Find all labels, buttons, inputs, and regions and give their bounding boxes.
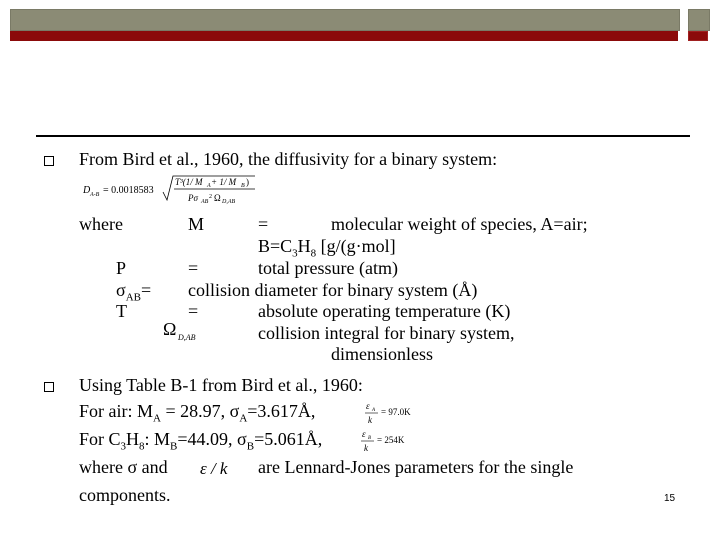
bullet2-air-line: For air: $M_A = 28.97$, $\sigma_A=3.617Å$, xyxy=(79,401,316,425)
def-text-omega: collision integral for binary system, xyxy=(258,323,515,343)
banner-block-right xyxy=(688,9,710,31)
diffusivity-equation xyxy=(83,172,263,206)
title-banner xyxy=(0,0,720,40)
def-eq-M: = xyxy=(258,214,269,234)
banner-stripe-left xyxy=(10,31,678,41)
banner-block-left xyxy=(10,9,680,31)
bullet2-components: components. xyxy=(79,485,171,505)
svg-text:A: A xyxy=(207,183,211,189)
page-number: 15 xyxy=(664,493,676,504)
def-eq-P: = xyxy=(188,258,199,278)
svg-text:T³(1/ M: T³(1/ M xyxy=(175,177,203,187)
def-symbol-T: T xyxy=(116,301,127,321)
svg-text:AB: AB xyxy=(201,199,209,205)
svg-text:A-B: A-B xyxy=(90,192,100,198)
svg-text:): ) xyxy=(246,177,249,187)
propane-epsilon-k xyxy=(358,426,418,454)
def-symbol-P: P xyxy=(116,258,127,278)
epsilon-over-k: ε / k xyxy=(200,459,228,478)
svg-text:= 97.0K: = 97.0K xyxy=(381,407,411,417)
where-label: where xyxy=(79,214,123,234)
svg-text:+ 1/ M: + 1/ M xyxy=(211,177,237,187)
def-eq-T: = xyxy=(188,301,199,321)
def-text-M: molecular weight of species, A=air; xyxy=(331,214,588,234)
bullet1-intro: From Bird et al., 1960, the diffusivity for a binary system: xyxy=(79,149,498,169)
svg-text:B: B xyxy=(241,183,245,189)
bullet2-propane-line: For $C_3H_8$: $M_B=44.09$, $\sigma_B=5.061Å$, xyxy=(79,429,323,453)
svg-text:= 0.0018583: = 0.0018583 xyxy=(103,185,154,196)
def-symbol-M: M xyxy=(188,214,205,234)
svg-text:D,AB: D,AB xyxy=(178,333,196,342)
banner-stripe-right xyxy=(688,31,708,41)
svg-text:ε: ε xyxy=(366,401,370,411)
svg-text:k: k xyxy=(368,415,372,425)
air-epsilon-k xyxy=(362,398,422,426)
bullet-marker-1 xyxy=(44,156,54,166)
svg-text:= 254K: = 254K xyxy=(377,435,405,445)
svg-text:2: 2 xyxy=(209,194,212,200)
svg-text:A: A xyxy=(372,408,376,413)
def-symbol-sigma: $\sigma_{AB}=$ xyxy=(116,280,152,304)
title-divider xyxy=(36,135,690,137)
svg-text:B: B xyxy=(368,436,372,441)
def-text-dimensionless: dimensionless xyxy=(331,344,433,364)
svg-text:D,AB: D,AB xyxy=(222,199,236,205)
bullet2-where-a: where σ and xyxy=(79,457,168,477)
def-text-P: total pressure (atm) xyxy=(258,258,398,278)
bullet2-line1: Using Table B-1 from Bird et al., 1960: xyxy=(79,375,363,395)
svg-text:Ω: Ω xyxy=(163,319,177,339)
svg-text:Pσ: Pσ xyxy=(188,193,198,203)
svg-text:ε: ε xyxy=(362,429,366,439)
def-text-B: $B=C_3H_8$ [g/(g·mol] xyxy=(258,236,396,260)
def-text-sigma: collision diameter for binary system (Å) xyxy=(188,280,478,300)
svg-text:D: D xyxy=(83,185,91,196)
bullet-marker-2 xyxy=(44,382,54,392)
svg-text:Ω: Ω xyxy=(214,193,221,203)
svg-text:k: k xyxy=(364,443,368,453)
omega-symbol xyxy=(161,318,209,344)
bullet2-where-b: are Lennard-Jones parameters for the single xyxy=(258,457,574,477)
def-text-T: absolute operating temperature (K) xyxy=(258,301,511,321)
